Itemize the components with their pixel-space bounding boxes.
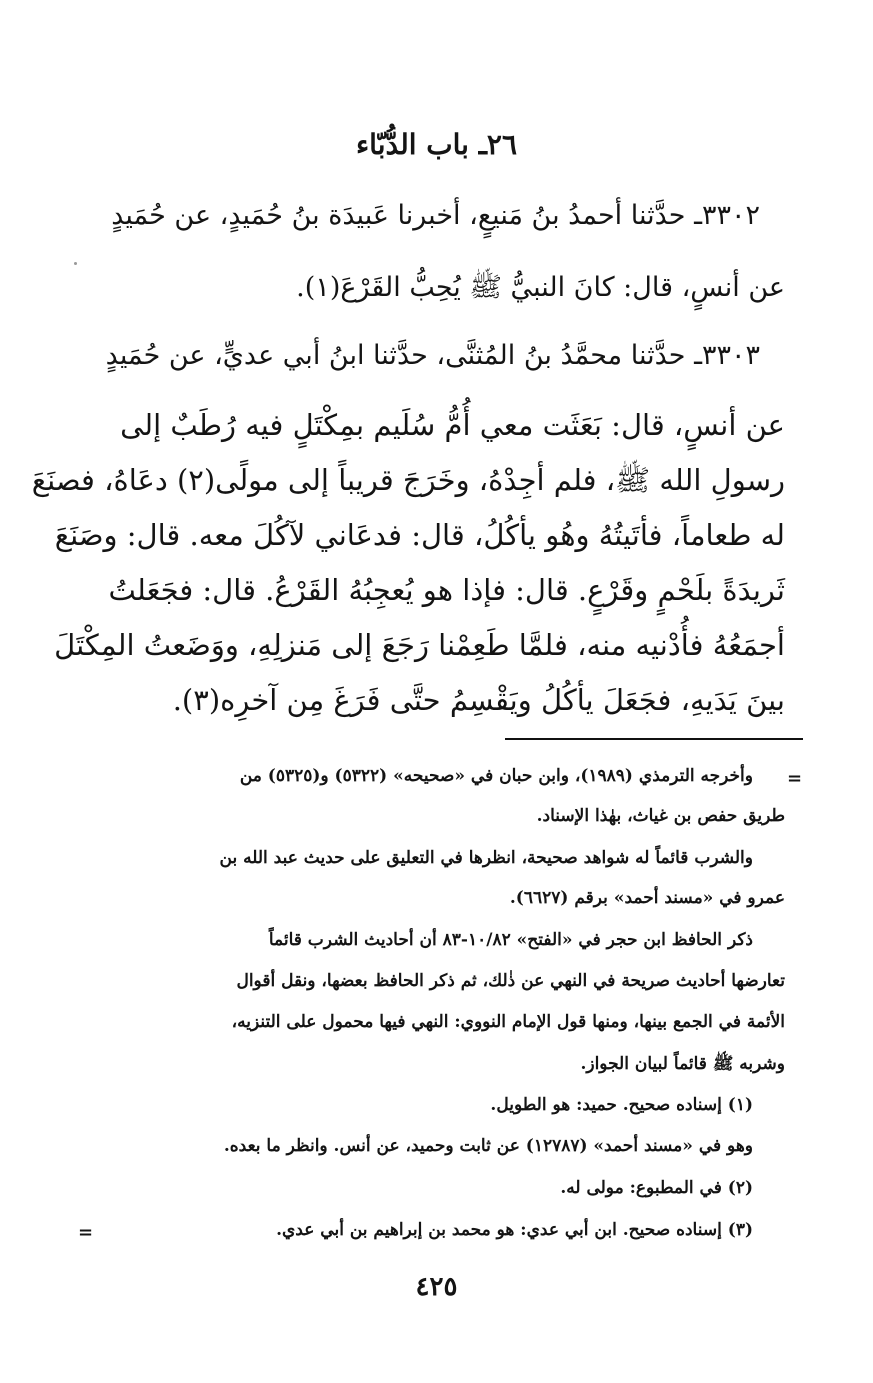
footnote-line: طريق حفص بن غياث، بهٰذا الإسناد. [536, 806, 785, 826]
hadith-3303-line-3: رسولِ الله ﷺ، فلم أجِدْهُ، وخَرَجَ قريباً إلى مولًى(٢) دعَاهُ، فصنَعَ [31, 463, 785, 497]
hadith-3303-line-1: ٣٣٠٣ـ حدَّثنا محمَّدُ بنُ المُثنَّى، حدَّثنا ابنُ أبي عديٍّ، عن حُمَيدٍ [105, 340, 760, 371]
footnote-line: الأئمة في الجمع بينها، ومنها قول الإمام النووي: النهي فيها محمول على التنزيه، [231, 1012, 785, 1032]
footnote-line: وأخرجه الترمذي (١٩٨٩)، وابن حبان في «صحيحه» (٥٣٢٢) و(٥٣٢٥) من [239, 766, 753, 786]
hadith-3303-line-2: عن أنسٍ، قال: بَعَثَت معي أُمُّ سُلَيم بمِكْتَلٍ فيه رُطَبٌ إلى [120, 408, 785, 442]
footnote-1-continued: وهو في «مسند أحمد» (١٢٧٨٧) عن ثابت وحميد، عن أنس. وانظر ما بعده. [223, 1136, 753, 1156]
footnote-1: (١) إسناده صحيح. حميد: هو الطويل. [490, 1095, 753, 1115]
scan-speck [74, 262, 77, 265]
footnote-line: تعارضها أحاديث صريحة في النهي عن ذٰلك، ثم ذكر الحافظ بعضها، ونقل أقوال [236, 971, 785, 991]
hadith-3303-line-5: ثَريدَةً بلَحْمٍ وقَرْعٍ. قال: فإذا هو يُعجِبُهُ القَرْعُ. قال: فجَعَلتُ [108, 573, 785, 607]
hadith-3303-line-6: أجمَعُهُ فأُدْنيه منه، فلمَّا طَعِمْنا رَجَعَ إلى مَنزلِهِ، ووَضَعتُ المِكْتَلَ [54, 628, 785, 662]
footnote-separator [505, 738, 803, 740]
continuation-mark-top: = [787, 768, 803, 789]
footnote-3: (٣) إسناده صحيح. ابن أبي عدي: هو محمد بن إبراهيم بن أبي عدي. [276, 1220, 753, 1240]
hadith-3302-line-1: ٣٣٠٢ـ حدَّثنا أحمدُ بنُ مَنيعٍ، أخبرنا عَبيدَة بنُ حُمَيدٍ، عن حُمَيدٍ [111, 200, 760, 231]
hadith-3303-line-4: له طعاماً، فأتَيتُهُ وهُو يأكُلُ، قال: فدعَاني لآكُلَ معه. قال: وصَنَعَ [54, 518, 785, 552]
chapter-heading: ٢٦ـ باب الدُّبّاء [356, 128, 517, 161]
hadith-3303-line-7: بينَ يَدَيهِ، فجَعَلَ يأكُلُ ويَقْسِمُ حتَّى فَرَغَ مِن آخرِه(٣). [172, 683, 785, 717]
footnote-line: ذكر الحافظ ابن حجر في «الفتح» ١٠/٨٢-٨٣ أن أحاديث الشرب قائماً [268, 930, 753, 950]
footnote-2: (٢) في المطبوع: مولى له. [560, 1178, 753, 1198]
footnote-line: والشرب قائماً له شواهد صحيحة، انظرها في التعليق على حديث عبد الله بن [219, 848, 753, 868]
continuation-mark-bottom: = [78, 1222, 94, 1243]
hadith-3302-line-2: عن أنسٍ، قال: كانَ النبيُّ ﷺ يُحِبُّ القَرْعَ(١). [296, 272, 785, 303]
footnote-line: وشربه ﷺ قائماً لبيان الجواز. [580, 1054, 785, 1074]
page-number: ٤٢٥ [415, 1272, 458, 1302]
footnote-line: عمرو في «مسند أحمد» برقم (٦٦٢٧). [509, 888, 785, 908]
